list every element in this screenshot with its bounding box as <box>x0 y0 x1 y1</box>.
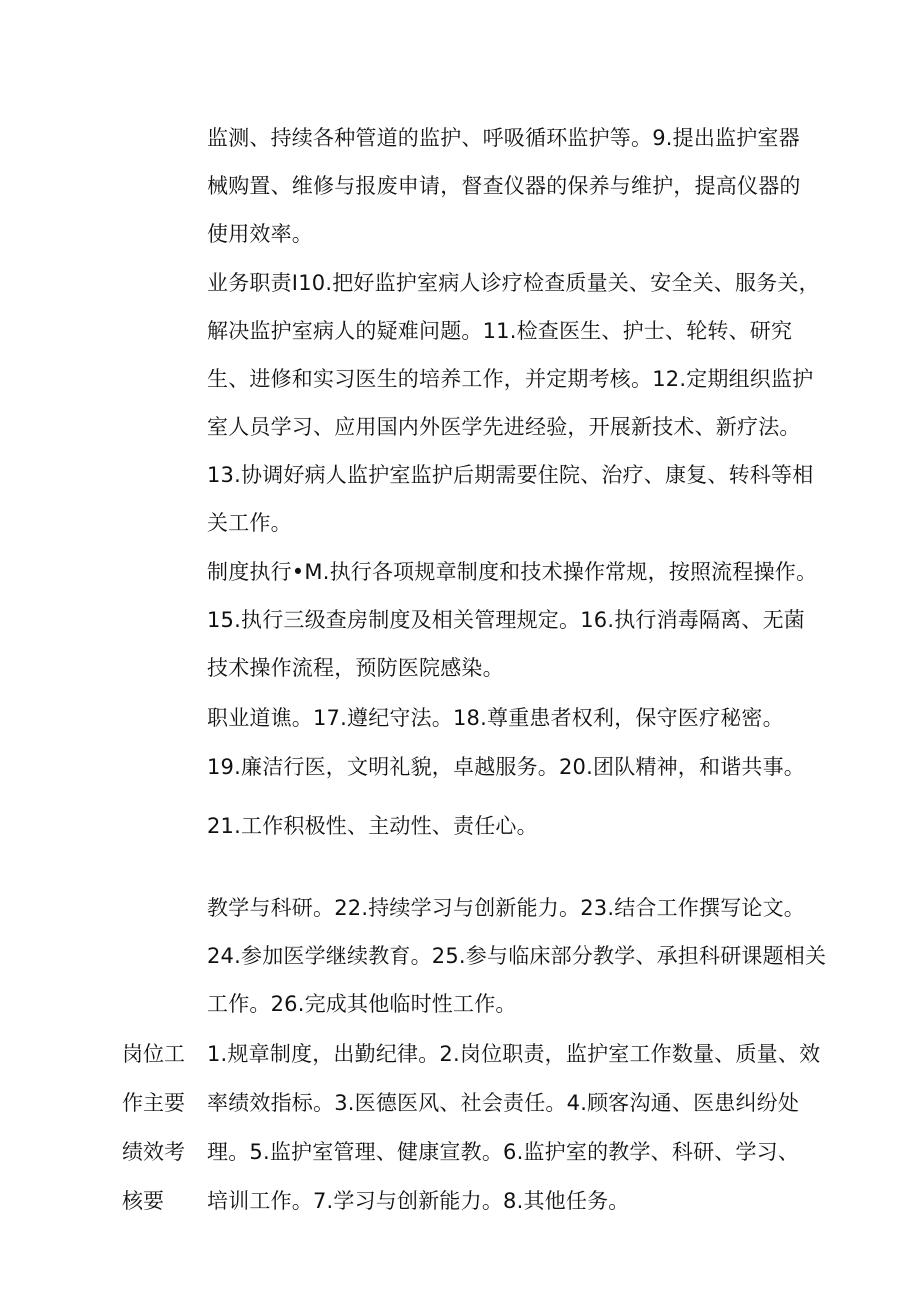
paragraph-line: 解决监护室病人的疑难问题。11.检查医生、护士、轮转、研究 <box>207 319 793 343</box>
kpi-body-line: 理。5.监护室管理、健康宣教。6.监护室的教学、科研、学习、 <box>207 1140 800 1164</box>
kpi-label-line: 岗位工 <box>122 1042 185 1066</box>
paragraph-line: 21.工作积极性、主动性、责任心。 <box>207 814 538 838</box>
kpi-label-line: 核要 <box>122 1189 164 1213</box>
paragraph-line: 19.廉洁行医，文明礼貌，卓越服务。20.团队精神，和谐共事。 <box>207 755 805 779</box>
paragraph-line: 13.协调好病人监护室监护后期需要住院、治疗、康复、转科等相 <box>207 463 814 487</box>
paragraph-line: 业务职责I10.把好监护室病人诊疗检查质量关、安全关、服务关， <box>207 271 820 295</box>
paragraph-line: 教学与科研。22.持续学习与创新能力。23.结合工作撰写论文。 <box>207 896 805 920</box>
kpi-body-line: 率绩效指标。3.医德医风、社会责任。4.顾客沟通、医患纠纷处 <box>207 1091 800 1115</box>
paragraph-line: 技术操作流程，预防医院感染。 <box>207 656 504 680</box>
paragraph-line: 生、进修和实习医生的培养工作，并定期考核。12.定期组织监护 <box>207 367 814 391</box>
paragraph-line: 室人员学习、应用国内外医学先进经验，开展新技术、新疗法。 <box>207 415 801 439</box>
paragraph-line: 24.参加医学继续教育。25.参与临床部分教学、承担科研课题相关 <box>207 944 827 968</box>
kpi-body-line: 1.规章制度，出勤纪律。2.岗位职责，监护室工作数量、质量、效 <box>207 1042 821 1066</box>
paragraph-line: 职业道谯。17.遵纪守法。18.尊重患者权利，保守医疗秘密。 <box>207 706 784 730</box>
kpi-label-line: 绩效考 <box>122 1140 185 1164</box>
kpi-label-line: 作主要 <box>122 1091 185 1115</box>
paragraph-line: 制度执行•M.执行各项规章制度和技术操作常规，按照流程操作。 <box>207 560 818 584</box>
paragraph-line: 关工作。 <box>207 511 292 535</box>
paragraph-line: 械购置、维修与报废申请，督查仪器的保养与维护，提高仪器的 <box>207 174 801 198</box>
paragraph-line: 监测、持续各种管道的监护、呼吸循环监护等。9.提出监护室器 <box>207 126 800 150</box>
paragraph-line: 工作。26.完成其他临时性工作。 <box>207 992 517 1016</box>
kpi-body-line: 培训工作。7.学习与创新能力。8.其他任务。 <box>207 1189 630 1213</box>
paragraph-line: 使用效率。 <box>207 222 313 246</box>
paragraph-line: 15.执行三级查房制度及相关管理规定。16.执行消毒隔离、无菌 <box>207 608 805 632</box>
